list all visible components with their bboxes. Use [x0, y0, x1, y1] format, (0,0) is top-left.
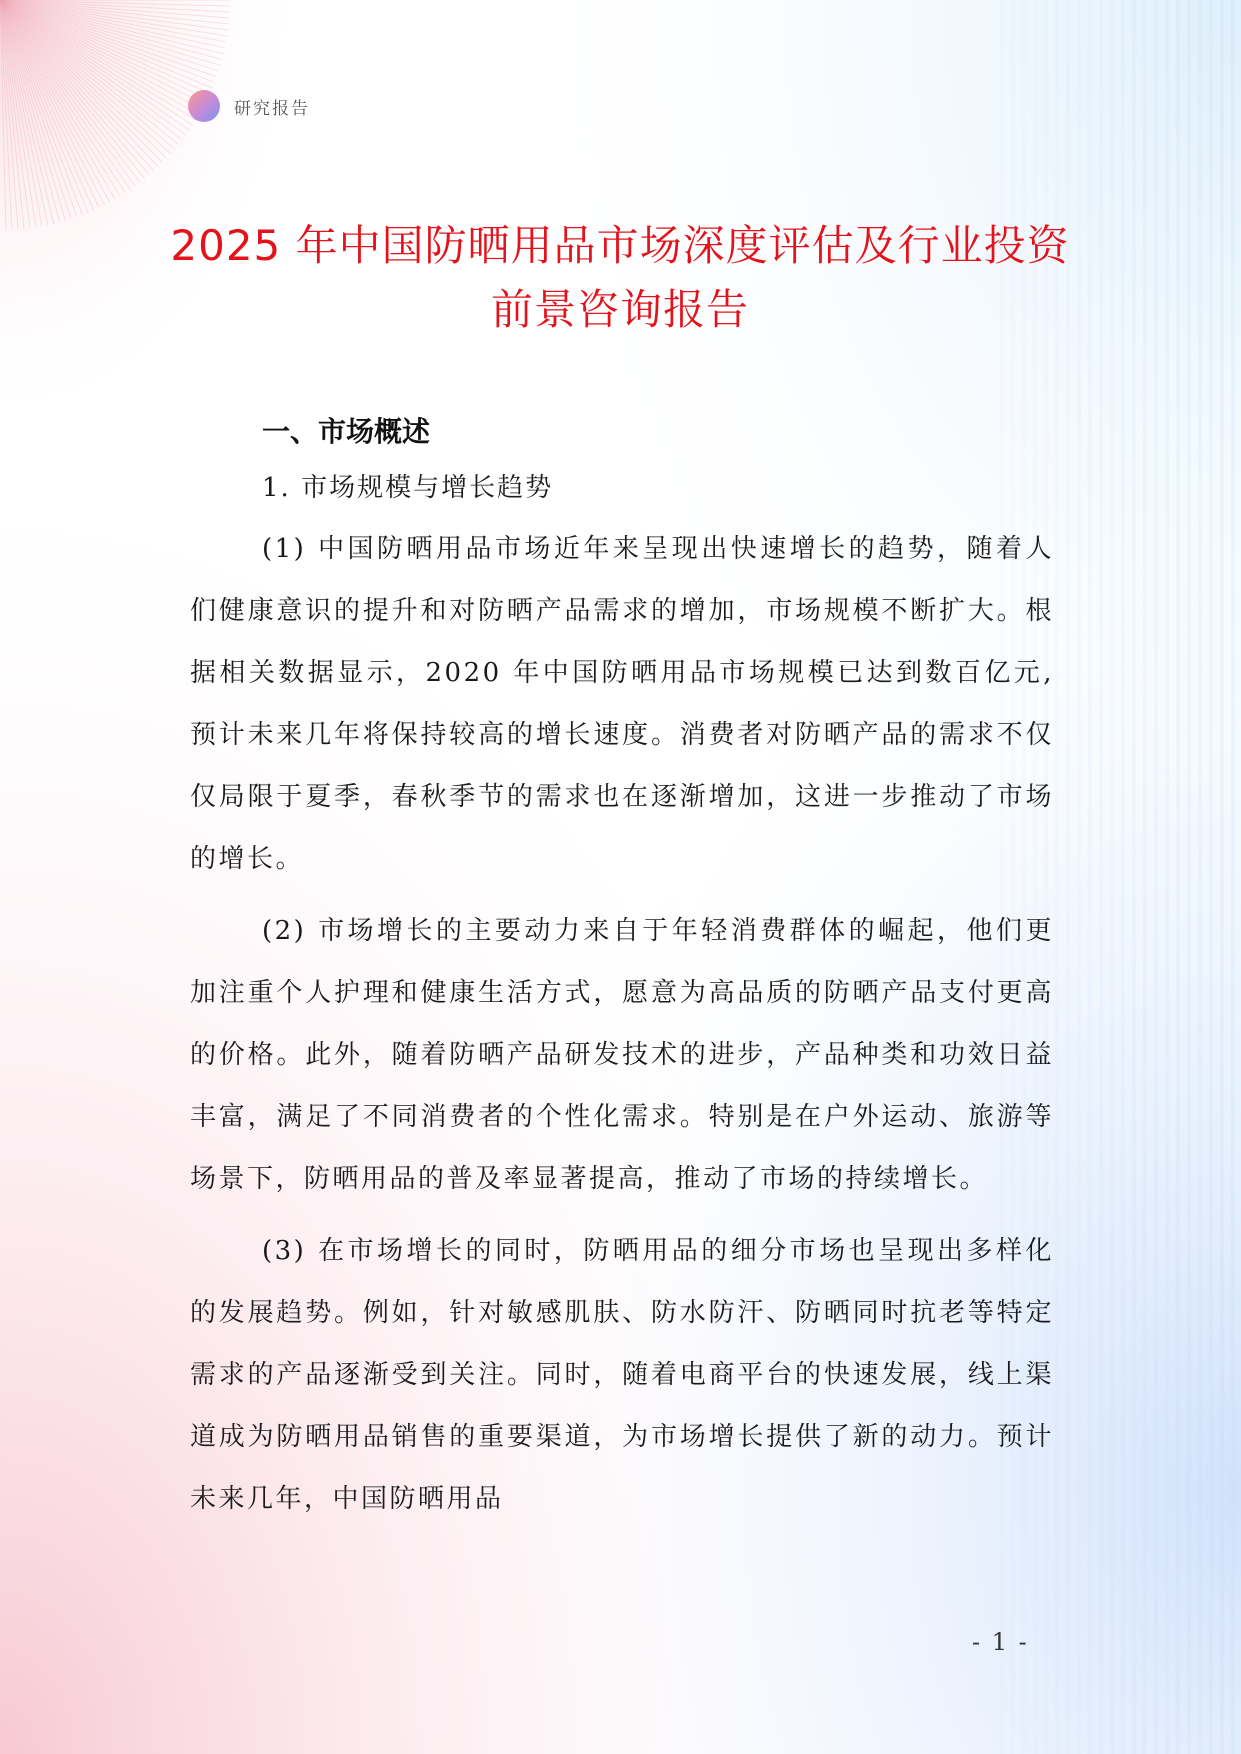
paragraph-2: (2) 市场增长的主要动力来自于年轻消费群体的崛起，他们更加注重个人护理和健康生活方式，愿意为高品质的防晒产品支付更高的价格。此外，随着防晒产品研发技术的进步，产品种类和功效日益丰富，满足了不同消费者的个性化需求。特别是在户外运动、旅游等场景下，防晒用品的普及率显著提高，推动了市场的持续增长。 [190, 916, 1054, 1194]
section-heading: 一、市场概述 [262, 415, 431, 448]
subsection-heading: 1. 市场规模与增长趋势 [262, 473, 554, 503]
header-label: 研究报告 [234, 98, 310, 119]
paragraph-3: (3) 在市场增长的同时，防晒用品的细分市场也呈现出多样化的发展趋势。例如，针对敏感肌肤、防水防汗、防晒同时抗老等特定需求的产品逐渐受到关注。同时，随着电商平台的快速发展，线上渠道成为防晒用品销售的重要渠道，为市场增长提供了新的动力。预计未来几年，中国防晒用品 [190, 1236, 1054, 1514]
paragraph-1: (1) 中国防晒用品市场近年来呈现出快速增长的趋势，随着人们健康意识的提升和对防晒产品需求的增加，市场规模不断扩大。根据相关数据显示，2020 年中国防晒用品市场规模已达到数百亿元,预计未来几年将保持较高的增长速度。消费者对防晒产品的需求不仅仅局限于夏季，春秋季节的需求也在逐渐增加，这进一步推动了市场的增长。 [190, 534, 1054, 874]
report-title: 2025 年中国防晒用品市场深度评估及行业投资前景咨询报告 [170, 221, 1070, 334]
brand-logo-icon [188, 90, 220, 122]
page-number: - 1 - [972, 1628, 1029, 1656]
report-header [188, 88, 310, 124]
document-body [190, 412, 1054, 1530]
